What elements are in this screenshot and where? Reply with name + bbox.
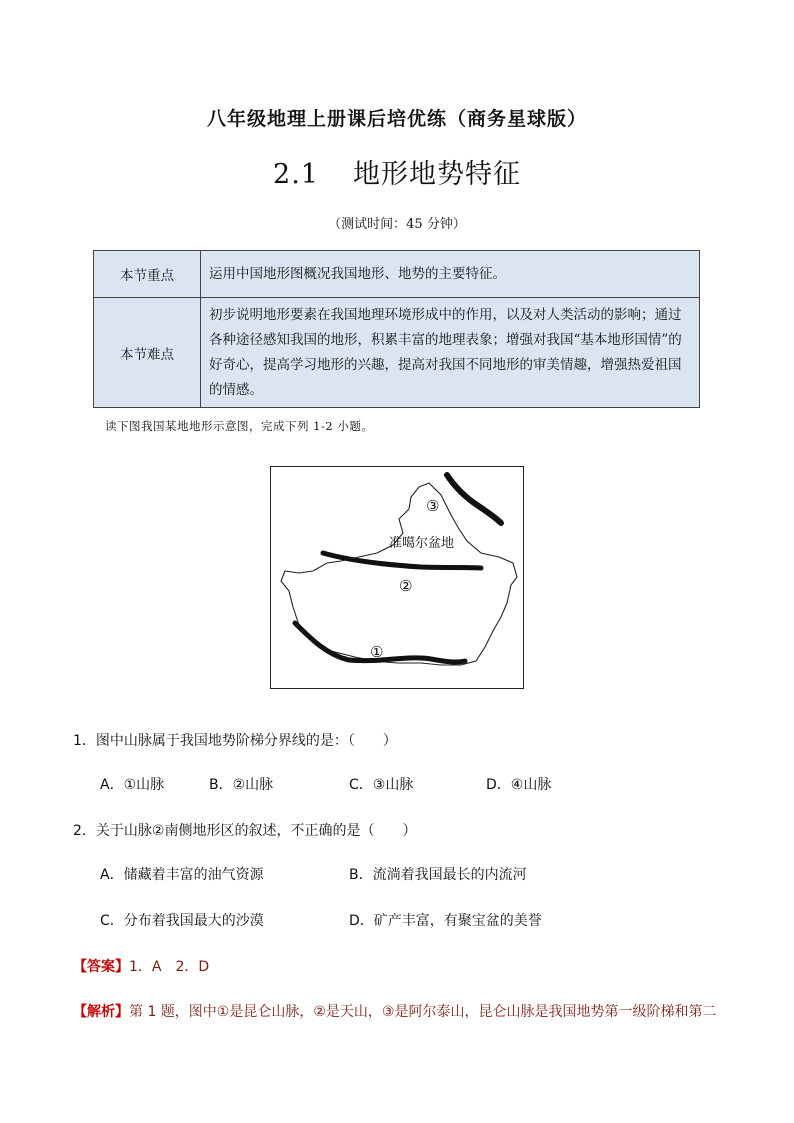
mountain-range-2: [323, 553, 481, 568]
question-1-option-d: D．④山脉: [486, 777, 552, 793]
section-title: [0, 152, 794, 191]
terrain-map: [270, 466, 524, 689]
marker-2: ②: [399, 577, 413, 595]
key-points-label: 本节重点: [94, 251, 201, 298]
test-time: （测试时间：45 分钟）: [328, 217, 466, 232]
question-1-option-c: C．③山脉: [349, 777, 414, 793]
reading-instruction: 读下图我国某地地形示意图，完成下列 1-2 小题。: [105, 419, 374, 433]
marker-1: ①: [370, 643, 384, 661]
terrain-map-drawing: [271, 467, 523, 688]
analysis-line: [73, 1001, 733, 1021]
key-points-content: 运用中国地形图概况我国地形、地势的主要特征。: [201, 251, 700, 298]
question-2-option-b: B．流淌着我国最长的内流河: [349, 867, 527, 883]
mountain-range-3: [447, 475, 501, 523]
marker-3: ③: [426, 497, 440, 515]
question-1-stem: 1．图中山脉属于我国地势阶梯分界线的是：（ ）: [73, 733, 397, 749]
question-2-stem: 2．关于山脉②南侧地形区的叙述，不正确的是（ ）: [73, 823, 417, 839]
difficult-points-content: 初步说明地形要素在我国地理环境形成中的作用，以及对人类活动的影响；通过各种途径感知我国的地形，积累丰富的地理表象；增强对我国“基本地形国情”的好奇心，提高学习地形的兴趣，提高对我国不同地形的审美情趣，增强热爱祖国的情感。: [201, 298, 700, 408]
table-row: [94, 251, 700, 298]
answer-text: 1．A 2．D: [129, 959, 210, 975]
question-1-option-a: A．①山脉: [100, 777, 165, 793]
analysis-text: 第 1 题，图中①是昆仑山脉，②是天山，③是阿尔泰山，昆仑山脉是我国地势第一级阶梯和第二: [129, 1004, 717, 1020]
basin-label: 准噶尔盆地: [389, 536, 455, 551]
section-number: 2.1: [273, 159, 319, 190]
answer-tag: 【答案】: [73, 959, 129, 975]
analysis-tag: 【解析】: [73, 1004, 129, 1020]
question-2-option-a: A．储藏着丰富的油气资源: [100, 867, 264, 883]
difficult-points-label: 本节难点: [94, 298, 201, 408]
question-1-option-b: B．②山脉: [209, 777, 274, 793]
question-2-option-c: C．分布着我国最大的沙漠: [100, 913, 264, 929]
focus-table: [93, 250, 700, 408]
table-row: [94, 298, 700, 408]
answer-line: [73, 956, 209, 976]
question-2-option-d: D．矿产丰富，有聚宝盆的美誉: [349, 913, 542, 929]
document-title: 八年级地理上册课后培优练（商务星球版）: [206, 108, 587, 130]
section-name: 地形地势特征: [352, 159, 521, 190]
